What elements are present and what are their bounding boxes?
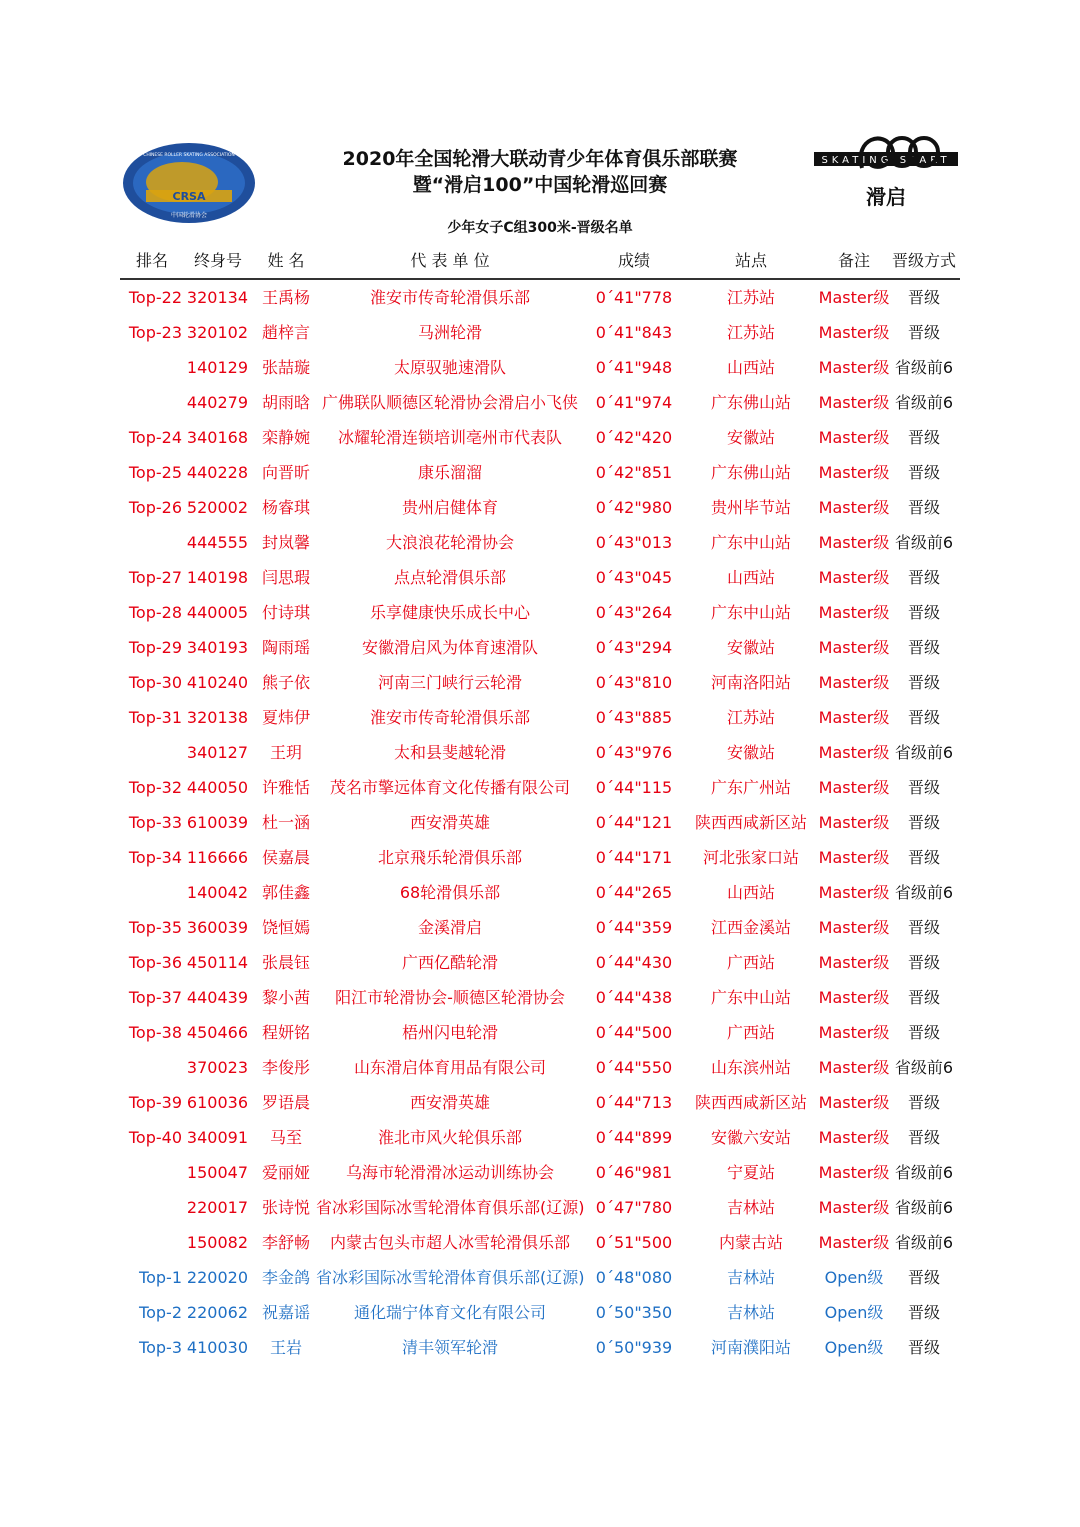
table-row — [120, 490, 960, 525]
id-cell: 320102 — [186, 323, 248, 342]
note-cell: Master级 — [818, 1058, 890, 1077]
unit-cell: 河南三门峡行云轮滑 — [377, 673, 522, 692]
station-cell: 江苏站 — [726, 288, 775, 307]
note-cell: Master级 — [818, 988, 890, 1007]
unit-cell: 内蒙古包头市超人冰雪轮滑俱乐部 — [329, 1233, 570, 1252]
name-cell: 胡雨晗 — [261, 393, 310, 412]
method-cell: 晋级 — [907, 323, 940, 342]
note-cell: Master级 — [818, 813, 890, 832]
station-cell: 宁夏站 — [726, 1163, 775, 1182]
station-cell: 广东广州站 — [710, 778, 791, 797]
name-cell: 付诗琪 — [261, 603, 310, 622]
id-cell: 440439 — [186, 988, 248, 1007]
score-cell: 0´41"843 — [595, 323, 673, 342]
note-cell: Master级 — [818, 778, 890, 797]
rank-cell: Top-22 — [128, 288, 182, 307]
rank-cell: Top-40 — [128, 1128, 182, 1147]
unit-cell: 省冰彩国际冰雪轮滑体育俱乐部(辽源) — [316, 1198, 584, 1217]
name-cell: 封岚馨 — [261, 533, 310, 552]
name-cell: 张晨钰 — [261, 953, 310, 972]
score-cell: 0´51"500 — [595, 1233, 673, 1252]
name-cell: 马至 — [269, 1128, 302, 1147]
station-cell: 江苏站 — [726, 323, 775, 342]
table-row — [120, 455, 960, 490]
score-cell: 0´46"981 — [595, 1163, 673, 1182]
method-cell: 晋级 — [907, 638, 940, 657]
unit-cell: 点点轮滑俱乐部 — [393, 568, 506, 587]
id-cell: 360039 — [186, 918, 248, 937]
table-row — [120, 280, 960, 315]
name-cell: 王岩 — [269, 1338, 302, 1357]
unit-cell: 通化瑞宁体育文化有限公司 — [353, 1303, 546, 1322]
unit-cell: 乐享健康快乐成长中心 — [369, 603, 530, 622]
col-unit-header: 代 表 单 位 — [410, 251, 490, 270]
name-cell: 侯嘉晨 — [261, 848, 310, 867]
name-cell: 陶雨瑶 — [261, 638, 310, 657]
method-cell: 省级前6 — [894, 393, 954, 412]
table-row — [120, 1050, 960, 1085]
rank-cell: Top-24 — [128, 428, 182, 447]
col-name-header: 姓 名 — [267, 251, 305, 270]
rank-cell: Top-31 — [128, 708, 182, 727]
unit-cell: 太和县斐越轮滑 — [393, 743, 506, 762]
name-cell: 栾静婉 — [261, 428, 310, 447]
name-cell: 罗语晨 — [261, 1093, 310, 1112]
table-row — [120, 840, 960, 875]
id-cell: 410030 — [186, 1338, 248, 1357]
note-cell: Master级 — [818, 918, 890, 937]
svg-text:中国轮滑协会: 中国轮滑协会 — [170, 212, 208, 219]
method-cell: 晋级 — [907, 673, 940, 692]
svg-text:CRSA: CRSA — [172, 190, 206, 203]
unit-cell: 金溪滑启 — [417, 918, 482, 937]
rank-cell: Top-34 — [128, 848, 182, 867]
table-row — [120, 1295, 960, 1330]
note-cell: Master级 — [818, 498, 890, 517]
name-cell: 黎小茜 — [261, 988, 310, 1007]
table-row — [120, 1260, 960, 1295]
method-cell: 晋级 — [907, 498, 940, 517]
station-cell: 广西站 — [726, 953, 775, 972]
note-cell: Master级 — [818, 603, 890, 622]
method-cell: 晋级 — [907, 463, 940, 482]
station-cell: 安徽站 — [726, 743, 775, 762]
table-row — [120, 875, 960, 910]
title-line-2: 暨“滑启100”中国轮滑巡回赛 — [412, 174, 668, 196]
note-cell: Master级 — [818, 533, 890, 552]
name-cell: 许雅恬 — [261, 778, 310, 797]
rank-cell: Top-35 — [128, 918, 182, 937]
col-method-header: 晋级方式 — [892, 251, 956, 270]
col-note-header: 备注 — [837, 251, 870, 270]
score-cell: 0´43"810 — [595, 673, 673, 692]
crsa-logo-icon — [120, 140, 258, 226]
id-cell: 320138 — [186, 708, 248, 727]
score-cell: 0´41"778 — [595, 288, 673, 307]
id-cell: 340193 — [186, 638, 248, 657]
method-cell: 省级前6 — [894, 883, 954, 902]
name-cell: 趙梓言 — [261, 323, 310, 342]
name-cell: 郭佳鑫 — [261, 883, 310, 902]
unit-cell: 山东滑启体育用品有限公司 — [353, 1058, 546, 1077]
results-table — [120, 244, 960, 1365]
table-row — [120, 525, 960, 560]
rank-cell: Top-39 — [128, 1093, 182, 1112]
score-cell: 0´44"430 — [595, 953, 673, 972]
col-rank-header: 排名 — [135, 251, 168, 270]
id-cell: 140129 — [186, 358, 248, 377]
unit-cell: 68轮滑俱乐部 — [399, 883, 501, 902]
table-row — [120, 350, 960, 385]
table-row — [120, 700, 960, 735]
table-row — [120, 910, 960, 945]
rank-cell: Top-3 — [139, 1338, 182, 1357]
method-cell: 晋级 — [907, 1093, 940, 1112]
id-cell: 220020 — [186, 1268, 248, 1287]
station-cell: 吉林站 — [726, 1268, 775, 1287]
unit-cell: 北京飛乐轮滑俱乐部 — [377, 848, 522, 867]
id-cell: 340127 — [186, 743, 248, 762]
rank-cell: Top-32 — [128, 778, 182, 797]
table-row — [120, 805, 960, 840]
method-cell: 晋级 — [907, 708, 940, 727]
score-cell: 0´43"045 — [595, 568, 673, 587]
id-cell: 150082 — [186, 1233, 248, 1252]
method-cell: 晋级 — [907, 428, 940, 447]
skating-start-logo-icon — [814, 128, 958, 214]
unit-cell: 广西亿酷轮滑 — [401, 953, 498, 972]
rank-cell: Top-29 — [128, 638, 182, 657]
table-row — [120, 945, 960, 980]
note-cell: Open级 — [824, 1303, 884, 1322]
station-cell: 河南濮阳站 — [710, 1338, 791, 1357]
table-row — [120, 1225, 960, 1260]
unit-cell: 冰耀轮滑连锁培训亳州市代表队 — [337, 428, 562, 447]
method-cell: 晋级 — [907, 1338, 940, 1357]
table-row — [120, 420, 960, 455]
name-cell: 向晋昕 — [261, 463, 310, 482]
note-cell: Open级 — [824, 1268, 884, 1287]
table-row — [120, 315, 960, 350]
unit-cell: 太原驭驰速滑队 — [393, 358, 506, 377]
score-cell: 0´43"294 — [595, 638, 673, 657]
rank-cell: Top-30 — [128, 673, 182, 692]
score-cell: 0´50"939 — [595, 1338, 673, 1357]
table-row — [120, 1330, 960, 1365]
col-id-header: 终身号 — [193, 251, 242, 270]
id-cell: 520002 — [186, 498, 248, 517]
station-cell: 河北张家口站 — [702, 848, 799, 867]
station-cell: 安徽六安站 — [710, 1128, 791, 1147]
note-cell: Master级 — [818, 1128, 890, 1147]
table-row — [120, 1085, 960, 1120]
station-cell: 吉林站 — [726, 1198, 775, 1217]
table-row — [120, 1190, 960, 1225]
name-cell: 夏炜伊 — [261, 708, 310, 727]
note-cell: Master级 — [818, 428, 890, 447]
col-station-header: 站点 — [734, 251, 767, 270]
score-cell: 0´42"420 — [595, 428, 673, 447]
score-cell: 0´44"500 — [595, 1023, 673, 1042]
document-header — [0, 120, 1080, 220]
rank-cell: Top-38 — [128, 1023, 182, 1042]
station-cell: 吉林站 — [726, 1303, 775, 1322]
station-cell: 广东中山站 — [710, 533, 791, 552]
station-cell: 山西站 — [726, 568, 775, 587]
rank-cell: Top-2 — [139, 1303, 182, 1322]
score-cell: 0´48"080 — [595, 1268, 673, 1287]
unit-cell: 大浪浪花轮滑协会 — [385, 533, 514, 552]
id-cell: 450466 — [186, 1023, 248, 1042]
method-cell: 晋级 — [907, 1023, 940, 1042]
note-cell: Master级 — [818, 393, 890, 412]
unit-cell: 安徽滑启风为体育速滑队 — [361, 638, 538, 657]
id-cell: 340168 — [186, 428, 248, 447]
score-cell: 0´44"171 — [595, 848, 673, 867]
station-cell: 陕西西咸新区站 — [694, 813, 807, 832]
method-cell: 省级前6 — [894, 533, 954, 552]
method-cell: 省级前6 — [894, 743, 954, 762]
svg-text:SKATING START: SKATING START — [821, 155, 951, 166]
id-cell: 440050 — [186, 778, 248, 797]
title-line-1: 2020年全国轮滑大联动青少年体育俱乐部联赛 — [342, 148, 738, 170]
station-cell: 河南洛阳站 — [710, 673, 791, 692]
name-cell: 张诗悦 — [261, 1198, 310, 1217]
station-cell: 广东中山站 — [710, 603, 791, 622]
name-cell: 爱丽娅 — [261, 1163, 310, 1182]
station-cell: 安徽站 — [726, 428, 775, 447]
station-cell: 山西站 — [726, 358, 775, 377]
table-row — [120, 630, 960, 665]
station-cell: 广东中山站 — [710, 988, 791, 1007]
table-row — [120, 980, 960, 1015]
station-cell: 广西站 — [726, 1023, 775, 1042]
note-cell: Master级 — [818, 673, 890, 692]
id-cell: 370023 — [186, 1058, 248, 1077]
id-cell: 440279 — [186, 393, 248, 412]
table-row — [120, 595, 960, 630]
svg-text:滑启: 滑启 — [866, 185, 906, 209]
unit-cell: 淮安市传奇轮滑俱乐部 — [369, 708, 530, 727]
score-cell: 0´44"265 — [595, 883, 673, 902]
name-cell: 杨睿琪 — [261, 498, 310, 517]
table-row — [120, 1155, 960, 1190]
note-cell: Master级 — [818, 1163, 890, 1182]
table-row — [120, 1120, 960, 1155]
score-cell: 0´41"948 — [595, 358, 673, 377]
score-cell: 0´50"350 — [595, 1303, 673, 1322]
rank-cell: Top-36 — [128, 953, 182, 972]
table-row — [120, 385, 960, 420]
id-cell: 320134 — [186, 288, 248, 307]
note-cell: Master级 — [818, 638, 890, 657]
station-cell: 江西金溪站 — [710, 918, 791, 937]
id-cell: 340091 — [186, 1128, 248, 1147]
score-cell: 0´44"899 — [595, 1128, 673, 1147]
station-cell: 安徽站 — [726, 638, 775, 657]
method-cell: 晋级 — [907, 568, 940, 587]
name-cell: 王禹杨 — [261, 288, 310, 307]
note-cell: Master级 — [818, 1093, 890, 1112]
id-cell: 150047 — [186, 1163, 248, 1182]
station-cell: 陕西西咸新区站 — [694, 1093, 807, 1112]
name-cell: 闫思瑕 — [261, 568, 310, 587]
unit-cell: 乌海市轮滑滑冰运动训练协会 — [345, 1163, 554, 1182]
unit-cell: 清丰领军轮滑 — [401, 1338, 498, 1357]
id-cell: 450114 — [186, 953, 248, 972]
unit-cell: 贵州启健体育 — [401, 498, 498, 517]
name-cell: 王玥 — [269, 743, 302, 762]
table-header — [120, 244, 960, 280]
table-row — [120, 560, 960, 595]
name-cell: 饶恒嫣 — [261, 918, 310, 937]
rank-cell: Top-1 — [139, 1268, 182, 1287]
table-row — [120, 735, 960, 770]
score-cell: 0´43"013 — [595, 533, 673, 552]
method-cell: 省级前6 — [894, 1198, 954, 1217]
score-cell: 0´42"980 — [595, 498, 673, 517]
unit-cell: 淮安市传奇轮滑俱乐部 — [369, 288, 530, 307]
name-cell: 祝嘉谣 — [261, 1303, 310, 1322]
unit-cell: 省冰彩国际冰雪轮滑体育俱乐部(辽源) — [316, 1268, 584, 1287]
note-cell: Master级 — [818, 883, 890, 902]
score-cell: 0´42"851 — [595, 463, 673, 482]
method-cell: 晋级 — [907, 1128, 940, 1147]
station-cell: 广东佛山站 — [710, 463, 791, 482]
id-cell: 140198 — [186, 568, 248, 587]
score-cell: 0´43"976 — [595, 743, 673, 762]
id-cell: 410240 — [186, 673, 248, 692]
id-cell: 440005 — [186, 603, 248, 622]
unit-cell: 阳江市轮滑协会-顺德区轮滑协会 — [335, 988, 565, 1007]
table-row — [120, 1015, 960, 1050]
score-cell: 0´44"438 — [595, 988, 673, 1007]
station-cell: 江苏站 — [726, 708, 775, 727]
id-cell: 440228 — [186, 463, 248, 482]
note-cell: Master级 — [818, 953, 890, 972]
unit-cell: 梧州闪电轮滑 — [401, 1023, 498, 1042]
method-cell: 省级前6 — [894, 1058, 954, 1077]
name-cell: 张喆璇 — [261, 358, 310, 377]
score-cell: 0´44"713 — [595, 1093, 673, 1112]
note-cell: Master级 — [818, 708, 890, 727]
method-cell: 省级前6 — [894, 1163, 954, 1182]
score-cell: 0´43"264 — [595, 603, 673, 622]
id-cell: 220062 — [186, 1303, 248, 1322]
station-cell: 贵州毕节站 — [710, 498, 791, 517]
unit-cell: 康乐溜溜 — [417, 463, 482, 482]
note-cell: Master级 — [818, 1198, 890, 1217]
station-cell: 内蒙古站 — [718, 1233, 783, 1252]
col-score-header: 成绩 — [617, 251, 650, 270]
station-cell: 山东滨州站 — [710, 1058, 791, 1077]
note-cell: Open级 — [824, 1338, 884, 1357]
score-cell: 0´44"550 — [595, 1058, 673, 1077]
name-cell: 杜一涵 — [261, 813, 310, 832]
station-cell: 山西站 — [726, 883, 775, 902]
id-cell: 610036 — [186, 1093, 248, 1112]
id-cell: 220017 — [186, 1198, 248, 1217]
score-cell: 0´41"974 — [595, 393, 673, 412]
name-cell: 李舒畅 — [261, 1233, 310, 1252]
method-cell: 省级前6 — [894, 358, 954, 377]
name-cell: 李金鸽 — [261, 1268, 310, 1287]
id-cell: 116666 — [186, 848, 248, 867]
method-cell: 省级前6 — [894, 1233, 954, 1252]
rank-cell: Top-33 — [128, 813, 182, 832]
method-cell: 晋级 — [907, 1303, 940, 1322]
note-cell: Master级 — [818, 1023, 890, 1042]
unit-cell: 马洲轮滑 — [417, 323, 482, 342]
unit-cell: 茂名市擎远体育文化传播有限公司 — [329, 778, 570, 797]
name-cell: 程妍铭 — [261, 1023, 310, 1042]
score-cell: 0´44"121 — [595, 813, 673, 832]
note-cell: Master级 — [818, 288, 890, 307]
note-cell: Master级 — [818, 323, 890, 342]
table-row — [120, 770, 960, 805]
table-body — [120, 280, 960, 1365]
rank-cell: Top-25 — [128, 463, 182, 482]
id-cell: 610039 — [186, 813, 248, 832]
name-cell: 熊子依 — [261, 673, 310, 692]
rank-cell: Top-23 — [128, 323, 182, 342]
score-cell: 0´43"885 — [595, 708, 673, 727]
svg-text:CHINESE ROLLER SKATING ASSOCIA: CHINESE ROLLER SKATING ASSOCIATION — [143, 153, 235, 158]
method-cell: 晋级 — [907, 813, 940, 832]
rank-cell: Top-26 — [128, 498, 182, 517]
note-cell: Master级 — [818, 568, 890, 587]
method-cell: 晋级 — [907, 603, 940, 622]
unit-cell: 淮北市风火轮俱乐部 — [377, 1128, 522, 1147]
unit-cell: 西安滑英雄 — [409, 1093, 490, 1112]
method-cell: 晋级 — [907, 1268, 940, 1287]
rank-cell: Top-37 — [128, 988, 182, 1007]
method-cell: 晋级 — [907, 778, 940, 797]
note-cell: Master级 — [818, 463, 890, 482]
unit-cell: 西安滑英雄 — [409, 813, 490, 832]
note-cell: Master级 — [818, 1233, 890, 1252]
score-cell: 0´44"359 — [595, 918, 673, 937]
method-cell: 晋级 — [907, 288, 940, 307]
rank-cell: Top-28 — [128, 603, 182, 622]
score-cell: 0´44"115 — [595, 778, 673, 797]
score-cell: 0´47"780 — [595, 1198, 673, 1217]
id-cell: 444555 — [186, 533, 248, 552]
rank-cell: Top-27 — [128, 568, 182, 587]
id-cell: 140042 — [186, 883, 248, 902]
unit-cell: 广佛联队顺德区轮滑协会滑启小飞侠 — [321, 393, 578, 412]
table-row — [120, 665, 960, 700]
note-cell: Master级 — [818, 743, 890, 762]
note-cell: Master级 — [818, 358, 890, 377]
method-cell: 晋级 — [907, 848, 940, 867]
method-cell: 晋级 — [907, 918, 940, 937]
note-cell: Master级 — [818, 848, 890, 867]
name-cell: 李俊彤 — [261, 1058, 310, 1077]
station-cell: 广东佛山站 — [710, 393, 791, 412]
method-cell: 晋级 — [907, 953, 940, 972]
method-cell: 晋级 — [907, 988, 940, 1007]
list-subtitle: 少年女子C组300米-晋级名单 — [447, 220, 633, 236]
